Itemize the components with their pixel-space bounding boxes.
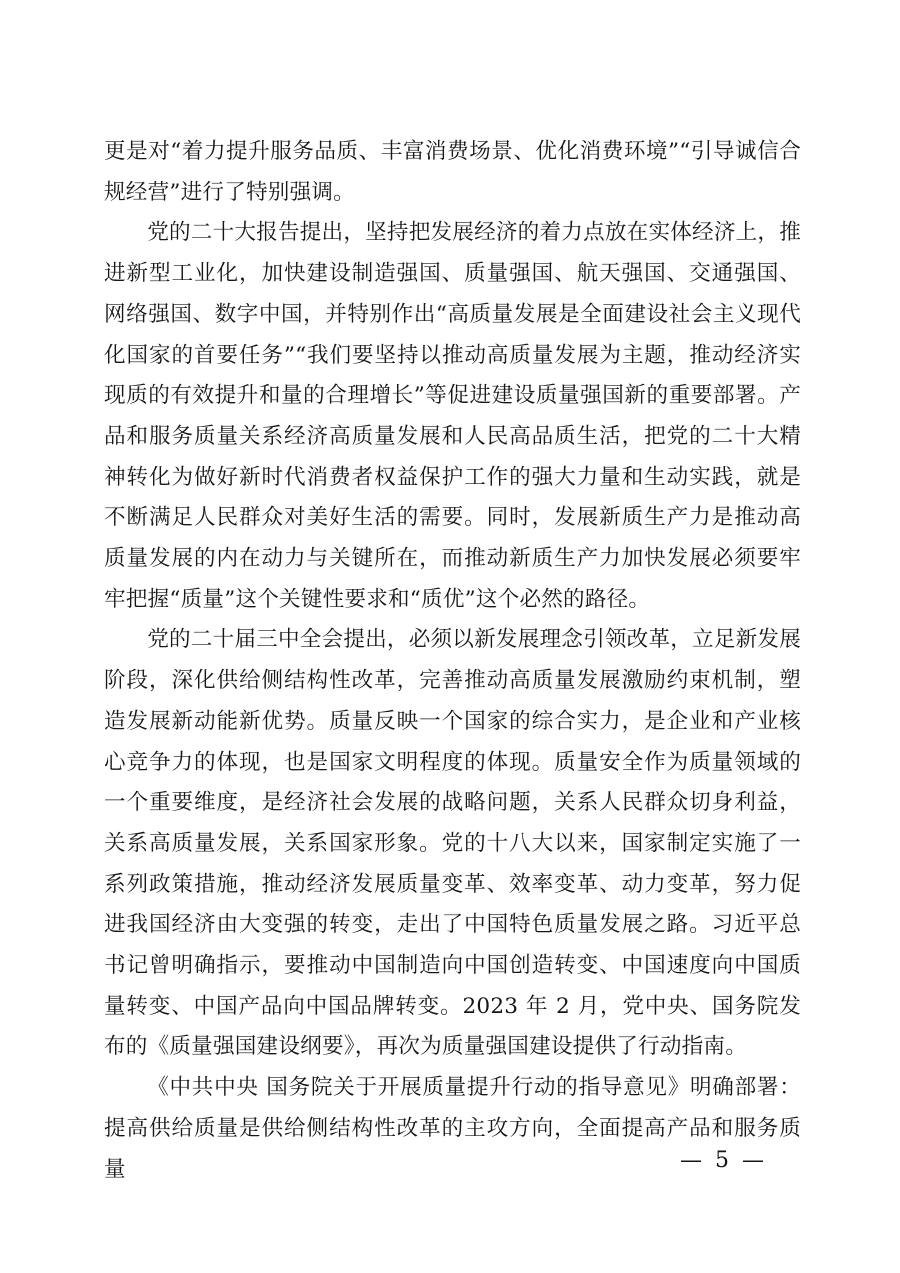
page-number: — 5 — <box>680 1148 767 1173</box>
paragraph: 党的二十届三中全会提出，必须以新发展理念引领改革，立足新发展阶段，深化供给侧结构性改革，完善推动高质量发展激励约束机制，塑造发展新动能新优势。质量反映一个国家的综合实力，是企业和产业核心竞争力的体现，也是国家文明程度的体现。质量安全作为质量领域的一个重要维度，是经济社会发展的战略问题，关系人民群众切身利益，关系高质量发展，关系国家形象。党的十八大以来，国家制定实施了一系列政策措施，推动经济发展质量变革、效率变革、动力变革，努力促进我国经济由大变强的转变，走出了中国特色质量发展之路。习近平总书记曾明确指示，要推动中国制造向中国创造转变、中国速度向中国质量转变、中国产品向中国品牌转变。2023 年 2 月，党中央、国务院发布的《质量强国建设纲要》，再次为质量强国建设提供了行动指南。 <box>104 627 802 1060</box>
paragraph: 党的二十大报告提出，坚持把发展经济的着力点放在实体经济上，推进新型工业化，加快建设制造强国、质量强国、航天强国、交通强国、网络强国、数字中国，并特别作出“高质量发展是全面建设社会主义现代化国家的首要任务”“我们要坚持以推动高质量发展为主题，推动经济实现质的有效提升和量的合理增长”等促进建设质量强国新的重要部署。产品和服务质量关系经济高质量发展和人民高品质生活，把党的二十大精神转化为做好新时代消费者权益保护工作的强大力量和生动实践，就是不断满足人民群众对美好生活的需要。同时，发展新质生产力是推动高质量发展的内在动力与关键所在，而推动新质生产力加快发展必须要牢牢把握“质量”这个关键性要求和“质优”这个必然的路径。 <box>104 220 802 612</box>
paragraph: 《中共中央 国务院关于开展质量提升行动的指导意见》明确部署：提高供给质量是供给侧结构性改革的主攻方向，全面提高产品和服务质量 <box>104 1075 801 1182</box>
paragraph: 更是对“着力提升服务品质、丰富消费场景、优化消费环境”“引导诚信合规经营”进行了特别强调。 <box>104 139 801 205</box>
document-body <box>104 132 801 1190</box>
